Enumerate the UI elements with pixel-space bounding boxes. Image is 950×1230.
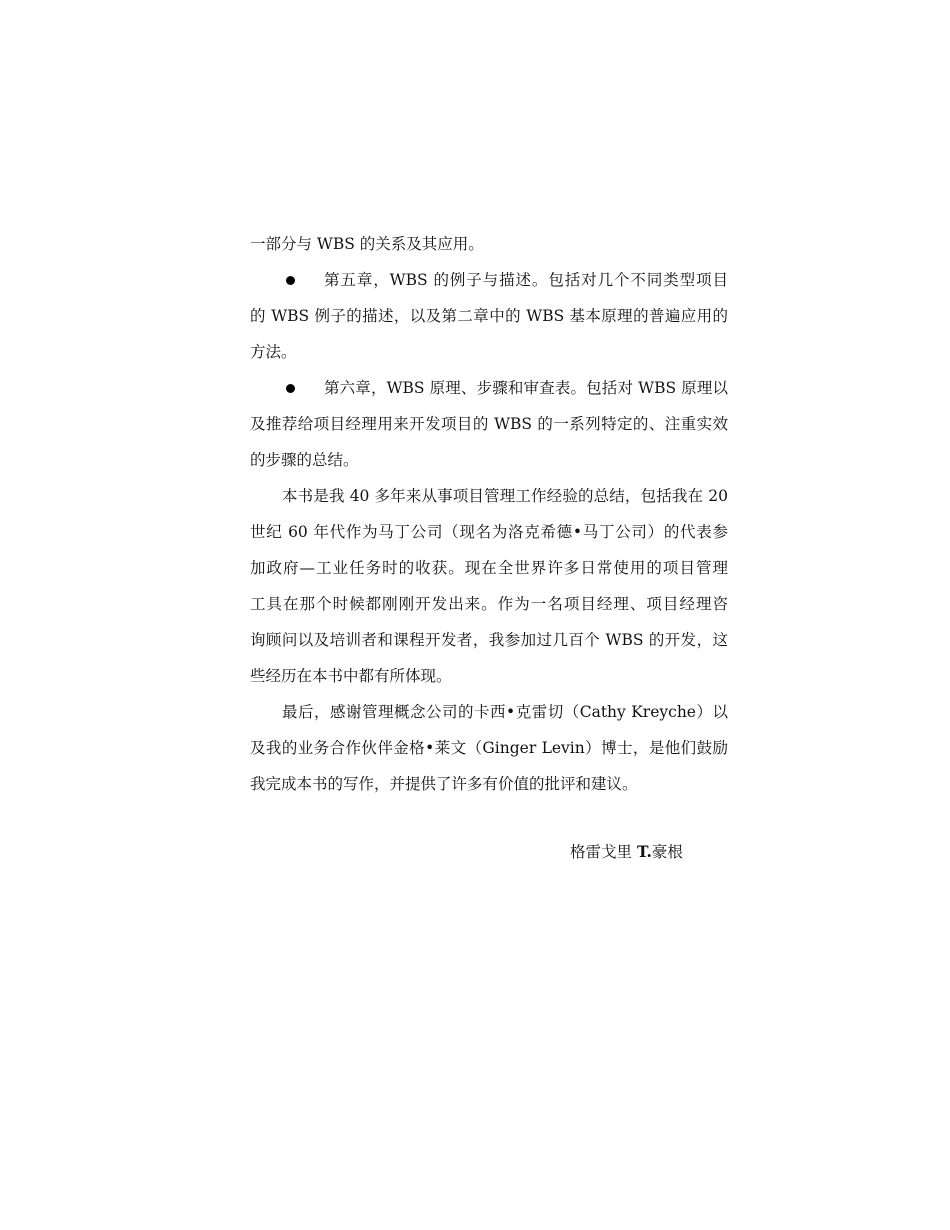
- text-line: 询顾问以及培训者和课程开发者，我参加过几百个 WBS 的开发，这: [250, 631, 728, 649]
- text-line: 工具在那个时候都刚刚开发出来。作为一名项目经理、项目经理咨: [250, 595, 728, 613]
- text-line: 最后，感谢管理概念公司的卡西•克雷切（Cathy Kreyche）以: [282, 703, 728, 721]
- signature-name-part: 格雷戈里: [570, 843, 637, 861]
- signature-name-part: 豪根: [651, 843, 683, 861]
- text-line: 第五章，WBS 的例子与描述。包括对几个不同类型项目: [324, 271, 728, 289]
- signature-initial: T.: [636, 842, 652, 861]
- text-line: 的步骤的总结。: [250, 451, 359, 469]
- bullet-dot-icon: [286, 276, 295, 285]
- text-line: 的 WBS 例子的描述，以及第二章中的 WBS 基本原理的普遍应用的: [250, 307, 728, 325]
- text-line: 方法。: [250, 343, 297, 361]
- text-line: 我完成本书的写作，并提供了许多有价值的批评和建议。: [250, 775, 638, 793]
- text-line: 一部分与 WBS 的关系及其应用。: [250, 235, 484, 253]
- text-line: 本书是我 40 多年来从事项目管理工作经验的总结，包括我在 20: [282, 487, 728, 505]
- text-line: 加政府—工业任务时的收获。现在全世界许多日常使用的项目管理: [250, 559, 728, 577]
- bullet-item-chapter-five: [250, 262, 728, 298]
- bullet-item-chapter-six: [250, 370, 728, 406]
- bullet-dot-icon: [286, 384, 295, 393]
- author-signature: [570, 834, 683, 870]
- text-line: 第六章，WBS 原理、步骤和审查表。包括对 WBS 原理以: [324, 379, 728, 397]
- document-body: [250, 226, 728, 802]
- text-line: 些经历在本书中都有所体现。: [250, 667, 452, 685]
- text-line: 及我的业务合作伙伴金格•莱文（Ginger Levin）博士，是他们鼓励: [250, 739, 728, 757]
- text-line: 世纪 60 年代作为马丁公司（现名为洛克希德•马丁公司）的代表参: [250, 523, 728, 541]
- text-line: 及推荐给项目经理用来开发项目的 WBS 的一系列特定的、注重实效: [250, 415, 728, 433]
